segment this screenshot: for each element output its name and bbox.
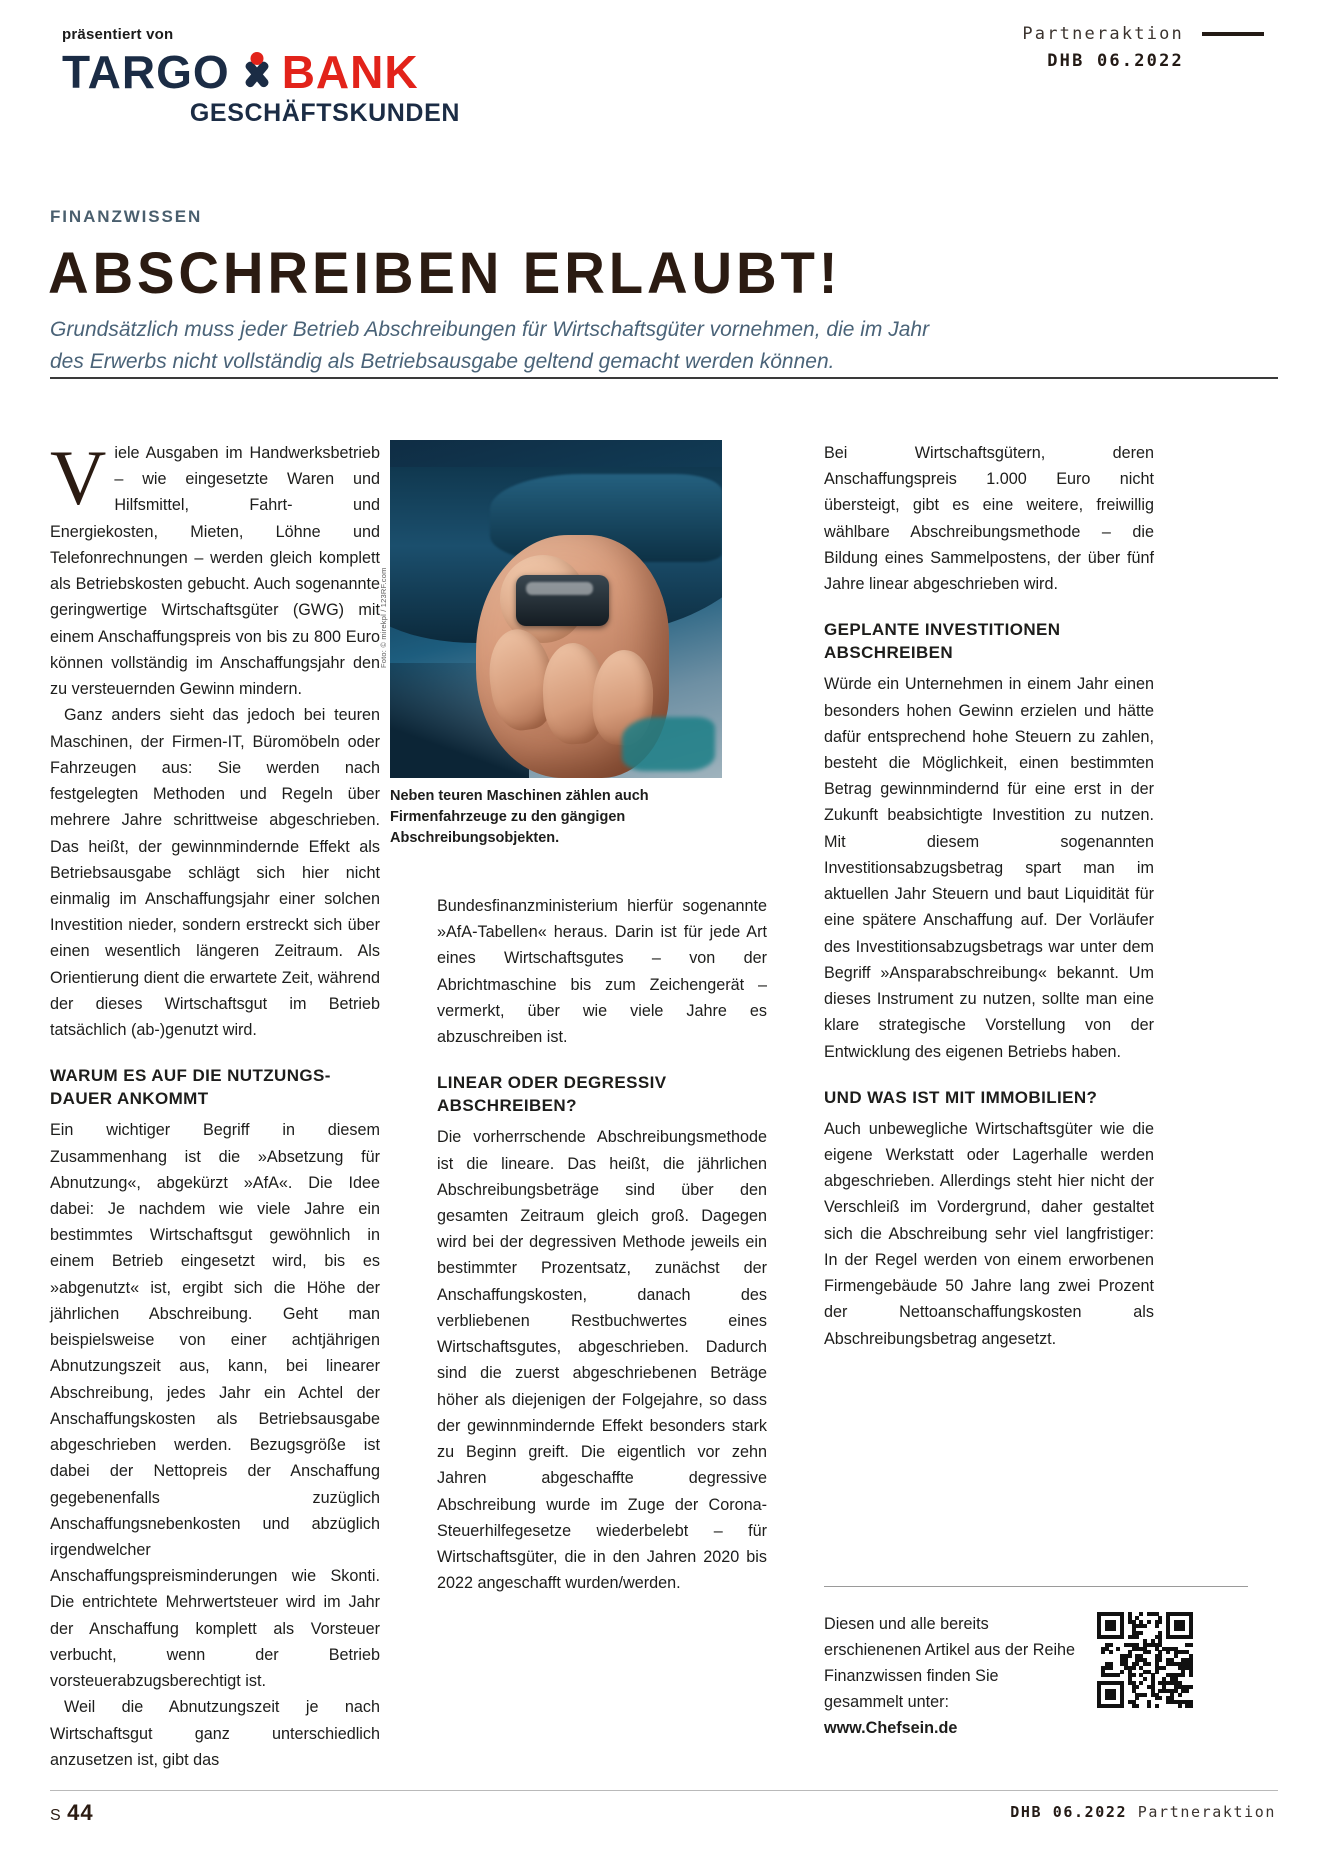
partner-label: Partneraktion bbox=[1022, 24, 1184, 44]
divider-bottom bbox=[50, 1790, 1278, 1791]
paragraph: Weil die Abnutzungszeit je nach Wirtschaftsgut ganz unterschiedlich anzusetzen ist, gibt das bbox=[50, 1698, 380, 1769]
logo-subtitle: GESCHÄFTSKUNDEN bbox=[189, 99, 460, 127]
paragraph: Würde ein Unternehmen in einem Jahr einen besonders hohen Gewinn erzielen und hätte dafür entsprechend hohe Steuern zu zahlen, besteht die Möglichkeit, einen bestimmten Betrag gewinnmindernd für eine erst in der Zukunft beabsichtigte Investition zu nutzen. Mit diesem sogenannten Investitionsabzugsbetrag spart man im aktuellen Jahr Steuern und baut Liquidität für eine spätere Anschaffung auf. Der Vorläufer des Investitionsabzugsbetrags war unter dem Begriff »Ansparabschreibung« bekannt. Um dieses Instrument zu nutzen, sollte man eine klare strategische Vorstellung von der Entwicklung des eigenen Betriebs haben. bbox=[824, 675, 1154, 1061]
folio-right bbox=[1010, 1803, 1276, 1821]
divider-promo bbox=[824, 1586, 1248, 1587]
section-kicker: FINANZWISSEN bbox=[50, 207, 203, 226]
targobank-cross-icon bbox=[235, 49, 279, 95]
paragraph: Auch unbewegliche Wirtschaftsgüter wie die eigene Werkstatt oder Lagerhalle werden abgeschrieben. Allerdings steht hier nicht der Verschleiß im Vordergrund, daher gestaltet sich die Abschreibung sehr viel langfristiger: In der Regel werden von einem erworbenen Firmengebäude 50 Jahre lang zwei Prozent der Nettoanschaffungskosten als Abschreibungsbetrag angesetzt. bbox=[824, 1119, 1154, 1348]
standfirst: Grundsätzlich muss jeder Betrieb Abschreibungen für Wirtschaftsgüter vornehmen, die im Jahr des Erwerbs nicht vollständig als Betriebsausgabe geltend gemacht werden können. bbox=[50, 318, 930, 373]
footer-issue: DHB 06.2022 bbox=[1010, 1803, 1128, 1821]
page-number: 44 bbox=[67, 1800, 94, 1825]
qr-code-icon[interactable] bbox=[1097, 1612, 1193, 1708]
presented-by-label: präsentiert von bbox=[62, 26, 174, 43]
paragraph: Ganz anders sieht das jedoch bei teuren Maschinen, der Firmen-IT, Büromöbeln oder Fahrzeugen aus: Sie werden nach festgelegten Methoden und Regeln über mehrere Jahre schrittweise abgeschrieben. Das heißt, der gewinnmindernde Effekt als Betriebsausgabe schlägt sich hier nicht einmalig im Anschaffungsjahr einer solchen Investition nieder, sondern erstreckt sich über einen wesentlich längeren Zeitraum. Als Orientierung dient die erwartete Zeit, während der dieses Wirtschaftsgut im Betrieb tatsächlich (ab-)genutzt wird. bbox=[50, 706, 380, 1040]
issue-number: DHB 06.2022 bbox=[1047, 51, 1184, 71]
photo-caption: Neben teuren Maschinen zählen auch Firmenfahrzeuge zu den gängigen Abschreibungsobjekten. bbox=[390, 788, 649, 847]
paragraph: Ein wichtiger Begriff in diesem Zusammenhang ist die »Absetzung für Abnutzung«, abgekürzt »AfA«. Die Idee dabei: Je nachdem wie viele Jahre ein bestimmtes Wirtschaftsgut gewöhnlich in einem Betrieb eingesetzt wird, bis es »abgenutzt« ist, ergibt sich die Höhe der jährlichen Abschreibung. Geht man beispielsweise von einer achtjährigen Abnutzungszeit aus, kann, bei linearer Abschreibung, jedes Jahr ein Achtel der Anschaffungskosten als Betriebsausgabe abgeschrieben werden. Bezugsgröße ist dabei der Nettopreis der Anschaffung gegebenenfalls zuzüglich Anschaffungsnebenkosten und abzüglich irgendwelcher Anschaffungspreisminderungen wie Skonti. Die entrichtete Mehrwertsteuer wird im Jahr der Anschaffung komplett als Vorsteuer verbucht, wenn der Betrieb vorsteuerabzugsberechtigt ist. bbox=[50, 1121, 380, 1691]
header-rule bbox=[1202, 32, 1264, 36]
text-column-1 bbox=[50, 434, 380, 1773]
page-prefix: S bbox=[50, 1807, 62, 1824]
paragraph: Viele Ausgaben im Handwerksbetrieb – wie eingesetzte Waren und Hilfsmittel, Fahrt- und Energiekosten, Mieten, Löhne und Telefonrechnungen – werden gleich komplett als Betriebskosten gebucht. Auch sogenannte geringwertige Wirtschaftsgüter (GWG) mit einem Anschaffungspreis von bis zu 800 Euro können vollständig im Anschaffungsjahr den zu versteuernden Gewinn mindern. bbox=[50, 434, 380, 699]
article-photo bbox=[390, 440, 722, 778]
promo-block bbox=[824, 1612, 1254, 1742]
subheading: UND WAS IST MIT IMMOBILIEN? bbox=[824, 1087, 1098, 1107]
targobank-masthead bbox=[62, 26, 462, 128]
promo-text-plain: Diesen und alle bereits erschienenen Artikel aus der Reihe Finanzwissen finden Sie gesammelt unter: bbox=[824, 1615, 1076, 1711]
paragraph: Bundesfinanzministerium hierfür sogenannte »AfA-Tabellen« heraus. Darin ist für jede Art eines Wirtschaftsgutes – von der Abrichtmaschine bis zum Zeichengerät – vermerkt, über wie viele Jahre es abzuschreiben ist. bbox=[437, 897, 767, 1047]
subheading: WARUM ES AUF DIE NUTZUNGS-DAUER ANKOMMT bbox=[50, 1066, 331, 1109]
subheading: LINEAR ODER DEGRESSIV ABSCHREIBEN? bbox=[437, 1073, 667, 1116]
logo-targo-text: TARGO bbox=[62, 46, 230, 98]
targobank-logo bbox=[62, 46, 462, 98]
page-title: ABSCHREIBEN ERLAUBT! bbox=[48, 241, 842, 306]
paragraph: Die vorherrschende Abschreibungsmethode ist die lineare. Das heißt, die jährlichen Abschreibungsbeträge sind über den gesamten Zeitraum gleich groß. Dagegen wird bei der degressiven Methode jeweils ein bestimmter Prozentsatz, zunächst der Anschaffungskosten, danach des verbliebenen Restbuchwertes eines Wirtschaftsgutes, abgeschrieben. Dadurch sind die zuerst abgeschriebenen Beträge höher als diejenigen der Folgejahre, so dass der gewinnmindernde Effekt besonders stark zu Beginn greift. Die eigentlich vor zehn Jahren abgeschaffte degressive Abschreibung wurde im Zuge der Corona-Steuerhilfegesetze wiederbelebt – für Wirtschaftsgüter, die in den Jahren 2020 bis 2022 angeschafft wurden/werden. bbox=[437, 1128, 767, 1593]
promo-text bbox=[824, 1612, 1079, 1742]
photo-credit: Foto: © mirekpl / 123RF.com bbox=[379, 567, 388, 668]
logo-bank-text: BANK bbox=[281, 46, 419, 98]
text-column-3 bbox=[824, 440, 1154, 1352]
issue-header bbox=[844, 24, 1264, 71]
folio-left bbox=[50, 1800, 94, 1826]
paragraph: Bei Wirtschaftsgütern, deren Anschaffungspreis 1.000 Euro nicht übersteigt, gibt es eine weitere, freiwillig wählbare Abschreibungsmethode – die Bildung eines Sammelpostens, der über fünf Jahre linear abgeschrieben wird. bbox=[824, 444, 1154, 594]
divider-top bbox=[50, 377, 1278, 379]
text-column-2 bbox=[437, 893, 767, 1597]
footer-section: Partneraktion bbox=[1137, 1803, 1276, 1821]
promo-url[interactable]: www.Chefsein.de bbox=[824, 1718, 958, 1737]
subheading: GEPLANTE INVESTITIONEN ABSCHREIBEN bbox=[824, 620, 1061, 663]
